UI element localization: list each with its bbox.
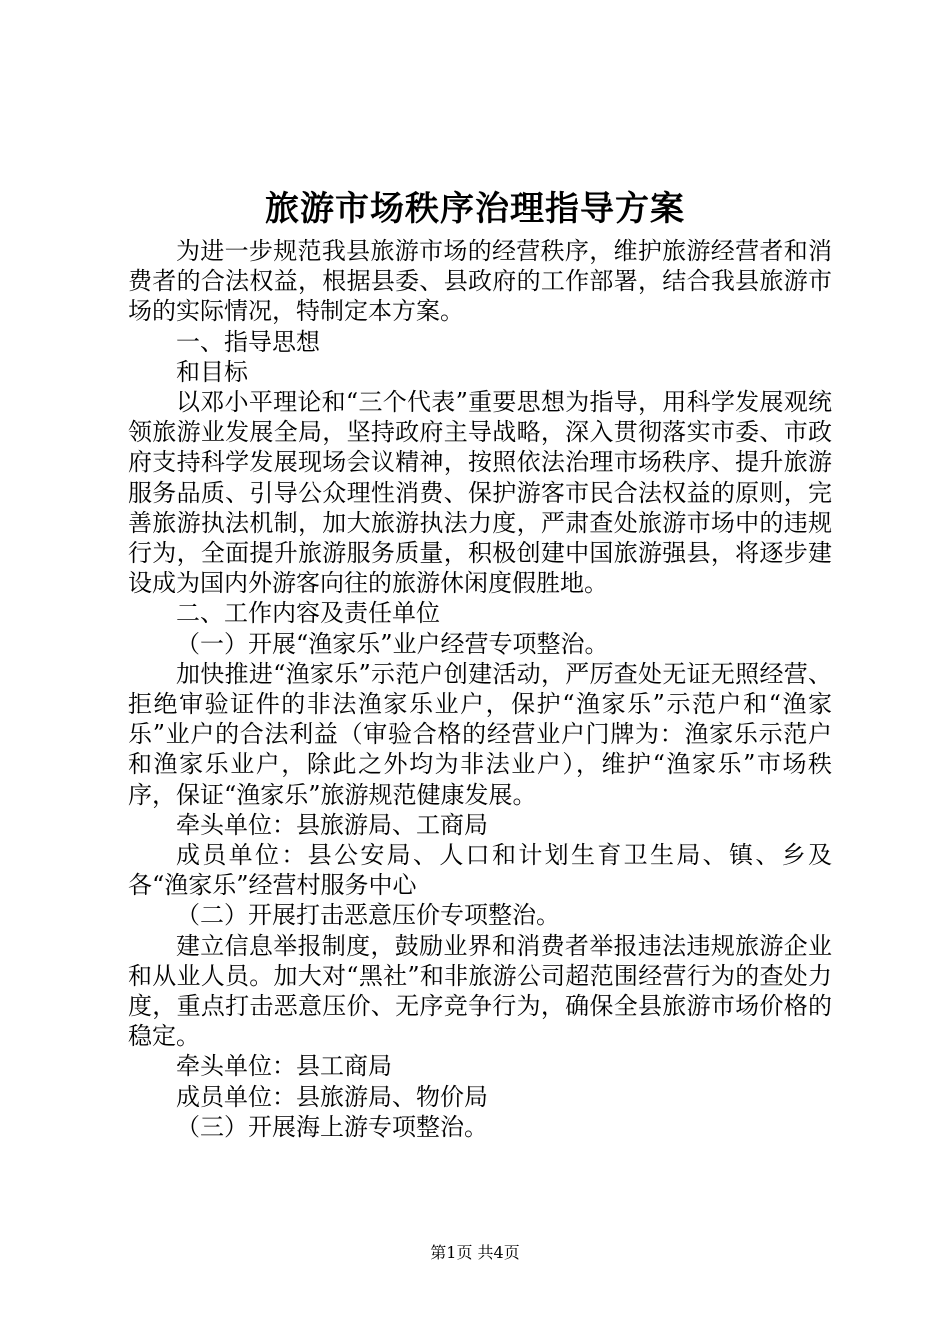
lead-unit-2: 牵头单位：县工商局: [176, 1052, 392, 1081]
document-body: [128, 236, 832, 1142]
document-title: 旅游市场秩序治理指导方案: [265, 189, 685, 229]
subsection-1-paragraph: 加快推进“渔家乐”示范户创建活动，严厉查处无证无照经营、拒绝审验证件的非法渔家乐业户，保护“渔家乐”示范户和“渔家乐”业户的合法利益（审验合格的经营业户门牌为：渔家乐示范户和渔家乐业户，除此之外均为非法业户），维护“渔家乐”市场秩序，保证“渔家乐”旅游规范健康发展。: [128, 659, 832, 809]
subsection-heading-2: （二）开展打击恶意压价专项整治。: [176, 901, 560, 930]
section-heading-1: 一、指导思想: [176, 327, 320, 356]
section-heading-2: 二、工作内容及责任单位: [176, 599, 440, 628]
section-heading-1-continued: 和目标: [176, 357, 248, 386]
guiding-ideology-paragraph: 以邓小平理论和“三个代表”重要思想为指导，用科学发展观统领旅游业发展全局，坚持政府主导战略，深入贯彻落实市委、市政府支持科学发展现场会议精神，按照依法治理市场秩序、提升旅游服务品质、引导公众理性消费、保护游客市民合法权益的原则，完善旅游执法机制，加大旅游执法力度，严肃查处旅游市场中的违规行为，全面提升旅游服务质量，积极创建中国旅游强县，将逐步建设成为国内外游客向往的旅游休闲度假胜地。: [128, 388, 832, 598]
lead-unit-1: 牵头单位：县旅游局、工商局: [176, 810, 488, 839]
member-units-2: 成员单位：县旅游局、物价局: [176, 1082, 488, 1111]
member-units-1: 成员单位：县公安局、人口和计划生育卫生局、镇、乡及各“渔家乐”经营村服务中心: [128, 841, 832, 900]
subsection-heading-3: （三）开展海上游专项整治。: [176, 1112, 488, 1141]
subsection-heading-1: （一）开展“渔家乐”业户经营专项整治。: [176, 629, 609, 658]
intro-paragraph: 为进一步规范我县旅游市场的经营秩序，维护旅游经营者和消费者的合法权益，根据县委、县政府的工作部署，结合我县旅游市场的实际情况，特制定本方案。: [128, 237, 832, 326]
subsection-2-paragraph: 建立信息举报制度，鼓励业界和消费者举报违法违规旅游企业和从业人员。加大对“黑社”和非旅游公司超范围经营行为的查处力度，重点打击恶意压价、无序竞争行为，确保全县旅游市场价格的稳定。: [128, 931, 832, 1051]
page-footer: 第1页 共4页: [430, 1243, 520, 1262]
